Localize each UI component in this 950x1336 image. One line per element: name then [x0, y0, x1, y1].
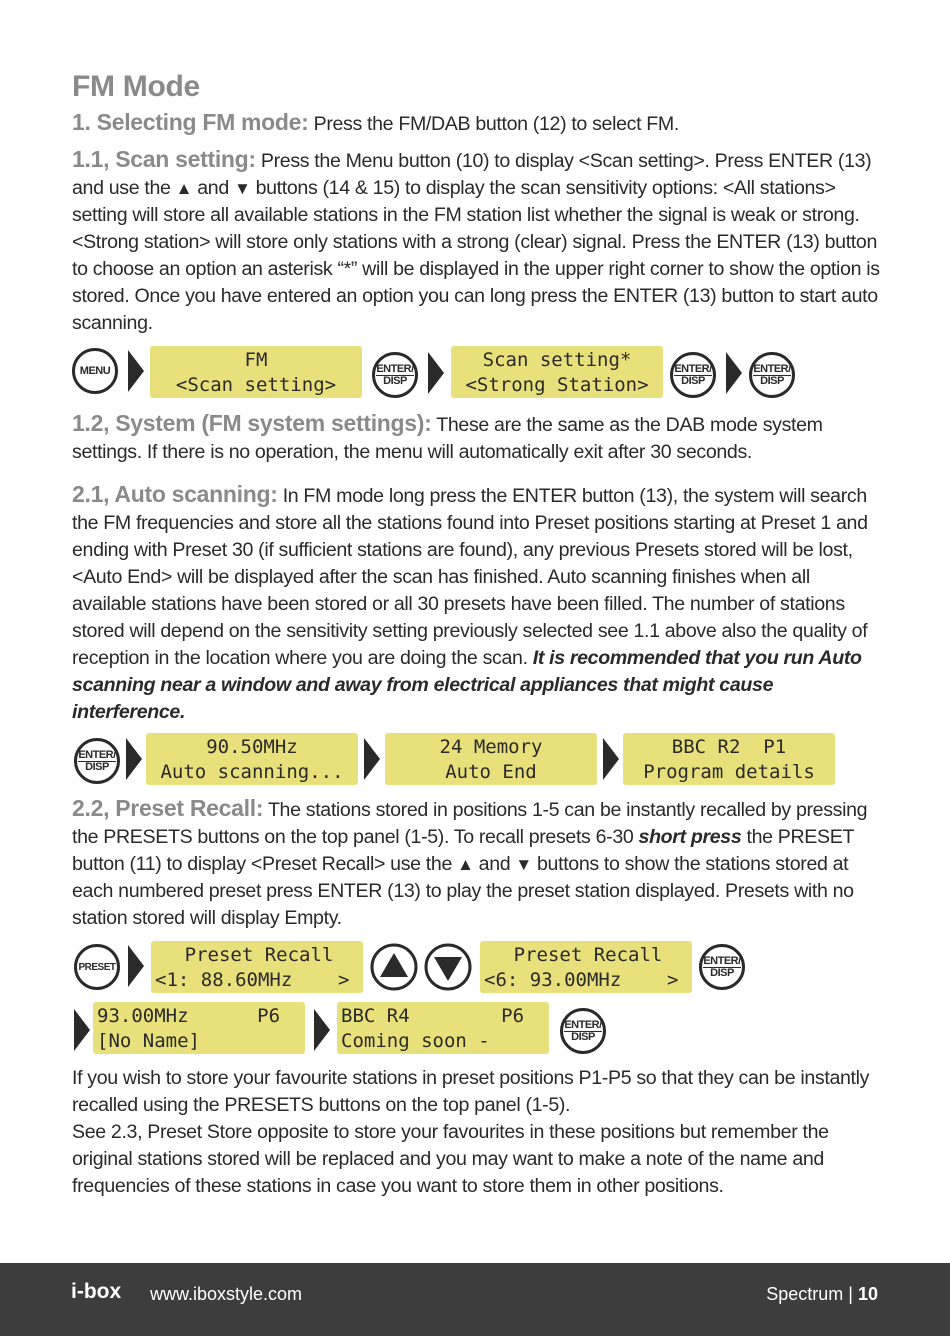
- section-2-1-emphasis: It is recommended that you run Auto scanning near a window and away from electrical appliances that might cause interference.: [72, 647, 862, 723]
- section-1-text: Press the FM/DAB button (12) to select FM.: [308, 113, 679, 135]
- enter-disp-button-icon: ENTER/ DISP: [372, 352, 418, 398]
- section-2-2-text-b: the PRESET button (11) to display <Preset Recall> use the: [72, 826, 854, 875]
- down-arrow-icon: ▼: [233, 179, 251, 198]
- up-arrow-icon: ▲: [175, 179, 193, 198]
- lcd-line: <6: 93.00MHz >: [484, 969, 679, 991]
- section-1-1-heading: 1.1, Scan setting:: [72, 146, 256, 172]
- arrow-right-icon: [364, 738, 380, 780]
- section-2-2-emphasis: short press: [638, 826, 742, 848]
- enter-disp-button-icon: ENTER/ DISP: [670, 352, 716, 398]
- lcd-display: [93, 1002, 305, 1054]
- enter-disp-button-icon: ENTER/ DISP: [749, 352, 795, 398]
- down-arrow-icon: ▼: [515, 855, 532, 874]
- lcd-line: Auto scanning...: [160, 761, 344, 783]
- up-button-icon: [370, 943, 418, 991]
- lcd-line: 90.50MHz: [206, 736, 298, 758]
- enter-disp-button-icon: ENTER/ DISP: [560, 1008, 606, 1054]
- arrow-right-icon: [428, 352, 444, 394]
- lcd-line: Auto End: [445, 761, 537, 783]
- paragraph-preset-store: See 2.3, Preset Store opposite to store your favourites in these positions but remember the original stations stored will be replaced and you may want to make a note of the name and frequencies of these stations in case you want to store them in other positions.: [72, 1121, 829, 1197]
- enter-disp-button-icon: ENTER/ DISP: [74, 738, 120, 784]
- ibox-logo: i-box: [71, 1280, 122, 1303]
- section-1-1-text-c: buttons (14 & 15) to display the scan sensitivity options: <All stations> setting will store all available stations in the FM station list whether the signal is weak or strong. <Strong station> will store only stations with a strong (clear) signal. Press the ENTER (13) button to choose an option an asterisk “*” will be displayed in the upper right corner to show the option is stored. Once you have entered an option you can long press the ENTER (13) button to start auto scanning.: [72, 177, 880, 334]
- lcd-display: [451, 346, 663, 398]
- lcd-line: FM: [244, 349, 268, 371]
- footer: [0, 1263, 950, 1336]
- lcd-line: Scan setting*: [482, 349, 632, 371]
- arrow-right-icon: [314, 1009, 330, 1051]
- lcd-line: 93.00MHz P6: [97, 1005, 281, 1027]
- down-button-icon: [424, 943, 472, 991]
- arrow-right-icon: [128, 945, 144, 987]
- lcd-display: [385, 733, 597, 785]
- section-2-1-heading: 2.1, Auto scanning:: [72, 481, 278, 507]
- paragraph-favourites: If you wish to store your favourite stations in preset positions P1-P5 so that they can be instantly recalled using the PRESETS buttons on the top panel (1-5).: [72, 1067, 870, 1116]
- lcd-line: [No Name]: [97, 1030, 200, 1052]
- enter-disp-button-icon: ENTER/ DISP: [699, 944, 745, 990]
- preset-button-icon: PRESET: [74, 944, 120, 990]
- lcd-line: 24 Memory: [439, 736, 543, 758]
- section-2-2-heading: 2.2, Preset Recall:: [72, 795, 264, 821]
- section-2-2-text-a: The stations stored in positions 1-5 can be instantly recalled by pressing the PRESETS buttons on the top panel (1-5). To recall presets 6-30: [72, 799, 868, 848]
- lcd-line: <Strong Station>: [465, 374, 649, 396]
- lcd-display: [337, 1002, 549, 1054]
- lcd-display: [151, 941, 363, 993]
- arrow-right-icon: [74, 1009, 90, 1051]
- lcd-line: BBC R4 P6: [341, 1005, 525, 1027]
- page-number: [766, 1284, 878, 1305]
- lcd-line: BBC R2 P1: [671, 736, 787, 758]
- section-1-2-text: These are the same as the DAB mode system settings. If there is no operation, the menu will automatically exit after 30 seconds.: [72, 414, 823, 463]
- section-1-heading: 1. Selecting FM mode:: [72, 109, 309, 135]
- section-2-2: [72, 795, 884, 932]
- lcd-line: Coming soon -: [341, 1030, 490, 1052]
- lcd-line: Program details: [643, 761, 815, 783]
- section-2-1-text: In FM mode long press the ENTER button (13), the system will search the FM frequencies and store all the stations found into Preset positions starting at Preset 1 and ending with Preset 30 (if sufficient stations are found), any previous Presets stored will be lost, <Auto End> will be displayed after the scan has finished. Auto scanning finishes when all available stations have been stored or all 30 presets have been filled. The number of stations stored will depend on the sensitivity setting previously selected see 1.1 above also the quality of reception in the location where you are doing the scan.: [72, 485, 868, 669]
- brand-name: Spectrum |: [766, 1284, 858, 1304]
- section-1-1-text-b: and: [192, 177, 234, 199]
- page-number-value: 10: [857, 1284, 878, 1304]
- arrow-right-icon: [126, 738, 142, 780]
- section-1: [72, 109, 884, 138]
- lcd-display: [623, 733, 835, 785]
- section-1-2-heading: 1.2, System (FM system settings):: [72, 410, 432, 436]
- page-title: FM Mode: [72, 70, 200, 103]
- section-2-1: [72, 481, 884, 726]
- section-2-2-text-c: and: [473, 853, 516, 875]
- lcd-line: <1: 88.60MHz >: [155, 969, 350, 991]
- lcd-line: Preset Recall: [513, 944, 663, 966]
- section-2-2-text-d: buttons to show the stations stored at each numbered preset press ENTER (13) to play the preset station displayed. Presets with no station stored will display Empty.: [72, 853, 854, 929]
- lcd-line: Preset Recall: [184, 944, 334, 966]
- menu-button-icon: MENU: [72, 348, 118, 394]
- up-arrow-icon: ▲: [457, 855, 474, 874]
- lcd-display: [480, 941, 692, 993]
- lcd-display: [146, 733, 358, 785]
- section-1-2: [72, 410, 884, 466]
- arrow-right-icon: [726, 352, 742, 394]
- arrow-right-icon: [603, 738, 619, 780]
- section-1-1: [72, 146, 884, 337]
- section-1-1-text-a: Press the Menu button (10) to display <Scan setting>. Press ENTER (13) and use the: [72, 150, 872, 199]
- lcd-display: [150, 346, 362, 398]
- arrow-right-icon: [128, 350, 144, 392]
- website-link[interactable]: www.iboxstyle.com: [150, 1284, 303, 1304]
- lcd-line: <Scan setting>: [175, 374, 337, 396]
